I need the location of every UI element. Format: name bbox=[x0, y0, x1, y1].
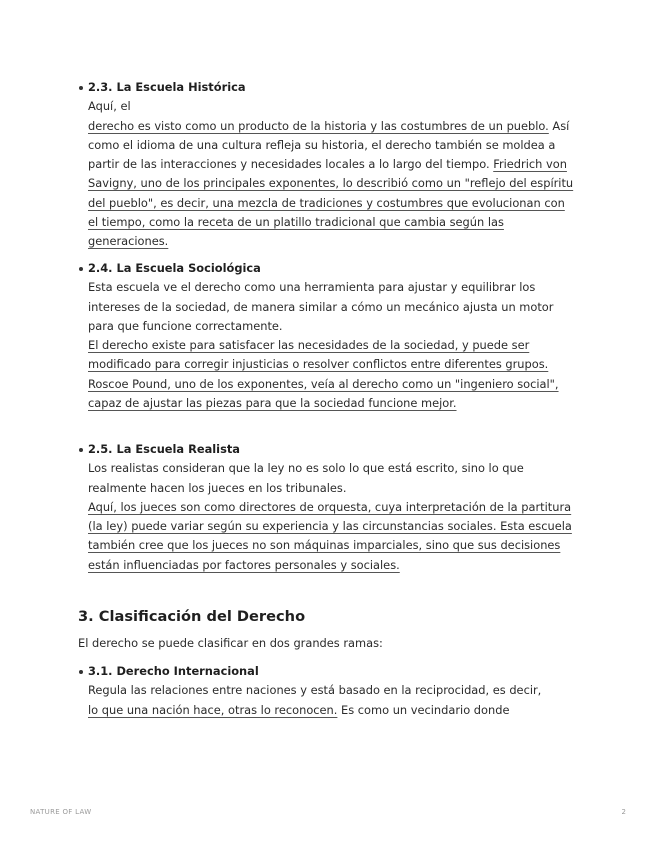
item-text-underlined: derecho es visto como un producto de la historia y las costumbres de un pueblo. bbox=[88, 118, 549, 133]
item-title: 2.3. La Escuela Histórica bbox=[88, 80, 246, 94]
item-text: Los realistas consideran que la ley no es solo lo que está escrito, sino lo que realmente hacen los jueces en los tribunales. bbox=[88, 461, 524, 495]
item-text: Esta escuela ve el derecho como una herramienta para ajustar y equilibrar los intereses de la sociedad, de manera similar a cómo un mecánico ajusta un motor para que funcione correctamente. bbox=[88, 280, 554, 333]
item-body bbox=[88, 278, 578, 413]
item-title: 2.5. La Escuela Realista bbox=[88, 442, 240, 456]
classification-list bbox=[88, 662, 578, 720]
item-text-underlined: lo que una nación hace, otras lo reconocen. bbox=[88, 702, 338, 717]
list-item bbox=[88, 440, 578, 575]
item-text: Regula las relaciones entre naciones y está basado en la reciprocidad, es decir, bbox=[88, 683, 542, 698]
item-body bbox=[88, 97, 578, 251]
section-intro: El derecho se puede clasificar en dos grandes ramas: bbox=[78, 636, 383, 650]
schools-list bbox=[88, 78, 578, 575]
item-body bbox=[88, 459, 578, 575]
item-body bbox=[88, 681, 578, 720]
section-heading: 3. Clasificación del Derecho bbox=[78, 608, 306, 625]
item-text: Así como el idioma de una cultura refleja su historia, el derecho también se moldea a partir de las interacciones y necesidades locales a lo largo del tiempo. bbox=[88, 118, 570, 172]
footer-title: NATURE OF LAW bbox=[30, 808, 92, 816]
item-text: Aquí, el bbox=[88, 99, 131, 114]
item-text-underlined: El derecho existe para satisfacer las necesidades de la sociedad, y puede ser modificado para corregir injusticias o resolver conflictos entre diferentes grupos. Roscoe Pound, uno de los exponentes, veía al derecho como un "ingeniero social", capaz de ajustar las piezas para que la sociedad funcione mejor. bbox=[88, 338, 559, 411]
list-item bbox=[88, 78, 578, 250]
item-title: 3.1. Derecho Internacional bbox=[88, 664, 259, 678]
list-item bbox=[88, 259, 578, 431]
item-text-underlined: Friedrich von Savigny, uno de los principales exponentes, lo describió como un "reflejo del espíritu del pueblo", es decir, una mezcla de tradiciones y costumbres que evolucionan con el tiempo, como la receta de un platillo tradicional que cambia según las generaciones. bbox=[88, 157, 574, 249]
page-number: 2 bbox=[621, 808, 626, 816]
list-item bbox=[88, 662, 578, 720]
item-text-underlined: Aquí, los jueces son como directores de orquesta, cuya interpretación de la partitura (la ley) puede variar según su experiencia y las circunstancias sociales. Esta escuela también cree que los jueces no son máquinas imparciales, sino que sus decisiones están influenciadas por factores personales y sociales. bbox=[88, 499, 572, 572]
item-title: 2.4. La Escuela Sociológica bbox=[88, 261, 261, 275]
item-text: Es como un vecindario donde bbox=[337, 702, 510, 717]
